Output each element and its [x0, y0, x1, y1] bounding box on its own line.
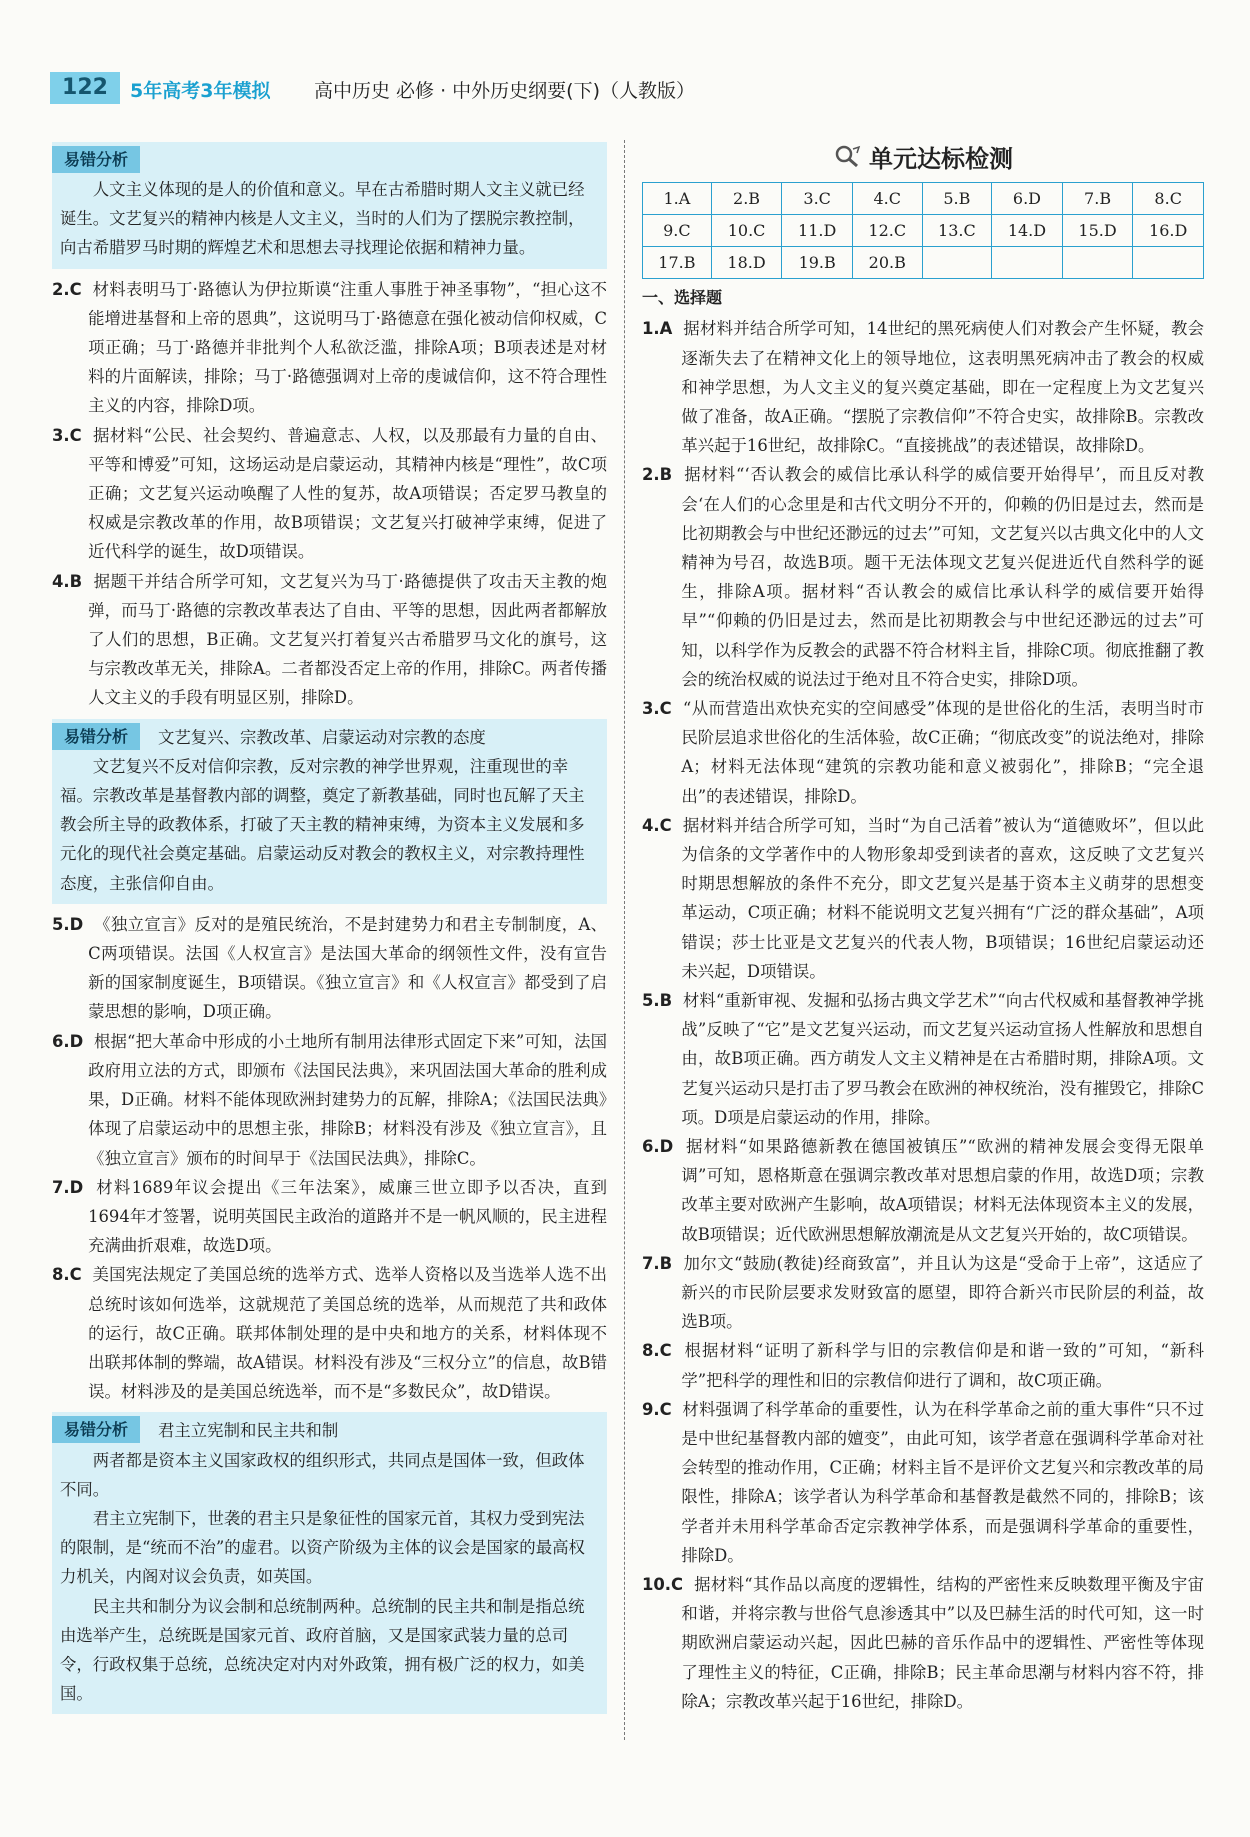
page-number: 122: [50, 72, 120, 104]
error-analysis-title: 君主立宪制和民主共和制: [158, 1421, 339, 1441]
error-analysis-text: 君主立宪制下，世袭的君主只是象征性的国家元首，其权力受到宪法的限制，是“统而不治”的虚君。以资产阶级为主体的议会是国家的最高权力机关，内阁对议会负责，如英国。: [60, 1508, 585, 1587]
error-analysis-box-1: [52, 142, 607, 269]
column-divider: [624, 140, 625, 1740]
answer-item: 3.C 据材料“公民、社会契约、普遍意志、人权，以及那最有力量的自由、平等和博爱”可知，这场运动是启蒙运动，其精神内核是“理性”，故C项正确；文艺复兴运动唤醒了人性的复苏，故A项错误；否定罗马教皇的权威是宗教改革的作用，故B项错误；文艺复兴打破神学束缚，促进了近代科学的诞生，故D项错误。: [52, 425, 607, 562]
error-analysis-tag: 易错分析: [52, 723, 140, 750]
answer-item: 1.A 据材料并结合所学可知，14世纪的黑死病使人们对教会产生怀疑，教会逐渐失去了在精神文化上的领导地位，这表明黑死病冲击了教会的权威和神学思想，为人文主义的复兴奠定基础，即在一定程度上为文艺复兴做了准备，故A正确。“摆脱了宗教信仰”不符合史实，故排除B。宗教改革兴起于16世纪，故排除C。“直接挑战”的表述错误，故排除D。: [642, 319, 1205, 456]
answer-cell: 9.C: [643, 214, 712, 246]
answer-table: [642, 182, 1204, 280]
answer-cell: 1.A: [643, 182, 712, 214]
answer-item: 6.D 根据“把大革命中形成的小土地所有制用法律形式固定下来”可知，法国政府用立法的方式，即颁布《法国民法典》，来巩固法国大革命的胜利成果，D正确。材料不能体现欧洲封建势力的瓦解，排除A；《法国民法典》体现了启蒙运动中的思想主张，排除B；材料没有涉及《独立宣言》，且《独立宣言》颁布的时间早于《法国民法典》，排除C。: [52, 1031, 607, 1168]
answer-cell: 14.D: [992, 214, 1063, 246]
error-analysis-title: 文艺复兴、宗教改革、启蒙运动对宗教的态度: [158, 727, 486, 747]
answer-cell: 17.B: [643, 246, 712, 278]
answer-item: 5.B 材料“重新审视、发掘和弘扬古典文学艺术”“向古代权威和基督教神学挑战”反映了“它”是文艺复兴运动，而文艺复兴运动宣扬人性解放和思想自由，故B项正确。西方萌发人文主义精神是在古希腊时期，排除A项。文艺复兴运动只是打击了罗马教会在欧洲的神权统治，没有摧毁它，排除C项。D项是启蒙运动的作用，排除。: [642, 990, 1204, 1127]
error-analysis-text: 民主共和制分为议会制和总统制两种。总统制的民主共和制是指总统由选举产生，总统既是国家元首、政府首脑，又是国家武装力量的总司令，行政权集于总统，总统决定对内对外政策，拥有极广泛的权力，如美国。: [60, 1596, 585, 1704]
book-brand: 5年高考3年模拟: [130, 80, 271, 102]
answer-cell: [922, 246, 992, 278]
answer-cell: 2.B: [711, 182, 782, 214]
answer-cell: [1062, 246, 1133, 278]
error-analysis-tag: 易错分析: [52, 146, 140, 173]
answer-item: 4.B 据题干并结合所学可知，文艺复兴为马丁·路德提供了攻击天主教的炮弹，而马丁·路德的宗教改革表达了自由、平等的思想，因此两者都解放了人们的思想，B正确。文艺复兴打着复兴古希腊罗马文化的旗号，这与宗教改革无关，排除A。二者都没否定上帝的作用，排除C。两者传播人文主义的手段有明显区别，排除D。: [52, 571, 607, 708]
section-heading: 一、选择题: [642, 288, 723, 308]
answer-cell: 18.D: [711, 246, 782, 278]
left-column: [52, 142, 607, 1720]
answer-cell: 12.C: [852, 214, 922, 246]
answer-row: [643, 246, 1204, 278]
answer-cell: 13.C: [922, 214, 992, 246]
answer-cell: 8.C: [1133, 182, 1204, 214]
error-analysis-text: 文艺复兴不反对信仰宗教，反对宗教的神学世界观，注重现世的幸福。宗教改革是基督教内部的调整，奠定了新教基础，同时也瓦解了天主教会所主导的政教体系，打破了天主教的精神束缚，为资本主义发展和多元化的现代社会奠定基础。启蒙运动反对教会的教权主义，对宗教持理性态度，主张信仰自由。: [60, 756, 585, 893]
answer-cell: 7.B: [1062, 182, 1133, 214]
answer-item: 2.B 据材料“‘否认教会的威信比承认科学的威信要开始得早’，而且反对教会‘在人们的心念里是和古代文明分不开的，仰赖的仍旧是过去，然而是比初期教会与中世纪还渺远的过去’”可知，文艺复兴以古典文化中的人文精神为号召，故选B项。题干无法体现文艺复兴促进近代自然科学的诞生，排除A项。据材料“否认教会的威信比承认科学的威信要开始得早”“仰赖的仍旧是过去，然而是比初期教会与中世纪还渺远的过去”可知，以科学作为反教会的武器不符合材料主旨，排除C项。彻底推翻了教会的统治权威的说法过于绝对且不符合史实，排除D项。: [642, 465, 1204, 689]
answer-item: 7.D 材料1689年议会提出《三年法案》，威廉三世立即予以否决，直到1694年才签署，说明英国民主政治的道路并不是一帆风顺的，民主进程充满曲折艰难，故选D项。: [52, 1177, 608, 1256]
answer-item: 10.C 据材料“其作品以高度的逻辑性，结构的严密性来反映数理平衡及宇宙和谐，并将宗教与世俗气息渗透其中”以及巴赫生活的时代可知，这一时期欧洲启蒙运动兴起，因此巴赫的音乐作品中的逻辑性、严密性等体现了理性主义的特征，C正确，排除B；民主革命思潮与材料内容不符，排除A；宗教改革兴起于16世纪，排除D。: [642, 1575, 1204, 1711]
book-subject: 高中历史 必修 · 中外历史纲要(下)（人教版）: [314, 80, 695, 102]
answer-cell: 10.C: [711, 214, 782, 246]
answer-row: [643, 214, 1204, 246]
unit-test-heading: [642, 142, 1204, 178]
answer-item: 8.C 根据材料“证明了新科学与旧的宗教信仰是和谐一致的”可知，“新科学”把科学的理性和旧的宗教信仰进行了调和，故C项正确。: [642, 1341, 1205, 1390]
error-analysis-tag: 易错分析: [52, 1416, 140, 1443]
answer-cell: 6.D: [992, 182, 1063, 214]
answer-cell: 5.B: [922, 182, 992, 214]
answer-item: 3.C “从而营造出欢快充实的空间感受”体现的是世俗化的生活，表明当时市民阶层追求世俗化的生活体验，故C正确；“彻底改变”的说法绝对，排除A；材料无法体现“建筑的宗教功能和意义被弱化”，排除B；“完全退出”的表述错误，排除D。: [642, 698, 1204, 806]
answer-item: 6.D 据材料“如果路德新教在德国被镇压”“欧洲的精神发展会变得无限单调”可知，恩格斯意在强调宗教改革对思想启蒙的作用，故选D项；宗教改革主要对欧洲产生影响，故A项错误；材料无法体现资本主义的发展，故B项错误；近代欧洲思想解放潮流是从文艺复兴开始的，故C项错误。: [642, 1137, 1205, 1244]
answer-row: [643, 182, 1204, 214]
answer-item: 4.C 据材料并结合所学可知，当时“为自己活着”被认为“道德败坏”，但以此为信条的文学著作中的人物形象却受到读者的喜欢，这反映了文艺复兴时期思想解放的条件不充分，即文艺复兴是基于资本主义萌芽的思想变革运动，C项正确；材料不能说明文艺复兴拥有“广泛的群众基础”，A项错误；莎士比亚是文艺复兴的代表人物，B项错误；16世纪启蒙运动还未兴起，D项错误。: [642, 815, 1204, 981]
magnifier-icon: [833, 143, 863, 178]
answer-cell: 15.D: [1062, 214, 1133, 246]
answer-cell: 16.D: [1133, 214, 1204, 246]
answer-item: 5.D 《独立宣言》反对的是殖民统治，不是封建势力和君主专制制度，A、C两项错误。法国《人权宣言》是法国大革命的纲领性文件，没有宣告新的国家制度诞生，B项错误。《独立宣言》和《人权宣言》都受到了启蒙思想的影响，D项正确。: [52, 914, 607, 1022]
error-analysis-box-2: [52, 719, 607, 904]
answer-cell: 3.C: [782, 182, 853, 214]
answer-item: 7.B 加尔文“鼓励(教徒)经商致富”，并且认为这是“受命于上帝”，这适应了新兴的市民阶层要求发财致富的愿望，即符合新兴市民阶层的利益，故选B项。: [642, 1253, 1205, 1332]
answer-item: 2.C 材料表明马丁·路德认为伊拉斯谟“注重人事胜于神圣事物”，“担心这不能增进基督和上帝的恩典”，这说明马丁·路德意在强化被动信仰权威，C项正确；马丁·路德并非批判个人私欲泛滥，排除A项；B项表述是对材料的片面解读，排除；马丁·路德强调对上帝的虔诚信仰，这不符合理性主义的内容，排除D项。: [52, 279, 607, 416]
right-column: [642, 142, 1204, 1716]
error-analysis-box-3: [52, 1412, 607, 1714]
answer-item: 8.C 美国宪法规定了美国总统的选举方式、选举人资格以及当选举人选不出总统时该如何选举，这就规范了美国总统的选举，从而规范了共和政体的运行，故C正确。联邦体制处理的是中央和地方的关系，材料体现不出联邦体制的弊端，故A错误。材料没有涉及“三权分立”的信息，故B错误。材料涉及的是美国总统选举，而不是“多数民众”，故D错误。: [52, 1265, 608, 1402]
error-analysis-text: 人文主义体现的是人的价值和意义。早在古希腊时期人文主义就已经诞生。文艺复兴的精神内核是人文主义，当时的人们为了摆脱宗教控制，向古希腊罗马时期的辉煌艺术和思想去寻找理论依据和精神力量。: [60, 180, 585, 258]
answer-cell: 19.B: [782, 246, 853, 278]
answer-item: 9.C 材料强调了科学革命的重要性，认为在科学革命之前的重大事件“只不过是中世纪基督教内部的嬗变”，由此可知，该学者意在强调科学革命对社会转型的推动作用，C正确；材料主旨不是评价文艺复兴和宗教改革的局限性，排除A；该学者认为科学革命和基督教是截然不同的，排除B；该学者并未用科学革命否定宗教神学体系，而是强调科学革命的重要性，排除D。: [642, 1399, 1204, 1565]
error-analysis-text: 两者都是资本主义国家政权的组织形式，共同点是国体一致，但政体不同。: [60, 1450, 585, 1499]
answer-cell: [992, 246, 1063, 278]
answer-cell: [1133, 246, 1204, 278]
answer-cell: 11.D: [782, 214, 853, 246]
answer-cell: 4.C: [852, 182, 922, 214]
answer-cell: 20.B: [852, 246, 922, 278]
unit-title-text: 单元达标检测: [869, 145, 1013, 173]
page-header: [50, 66, 1210, 110]
